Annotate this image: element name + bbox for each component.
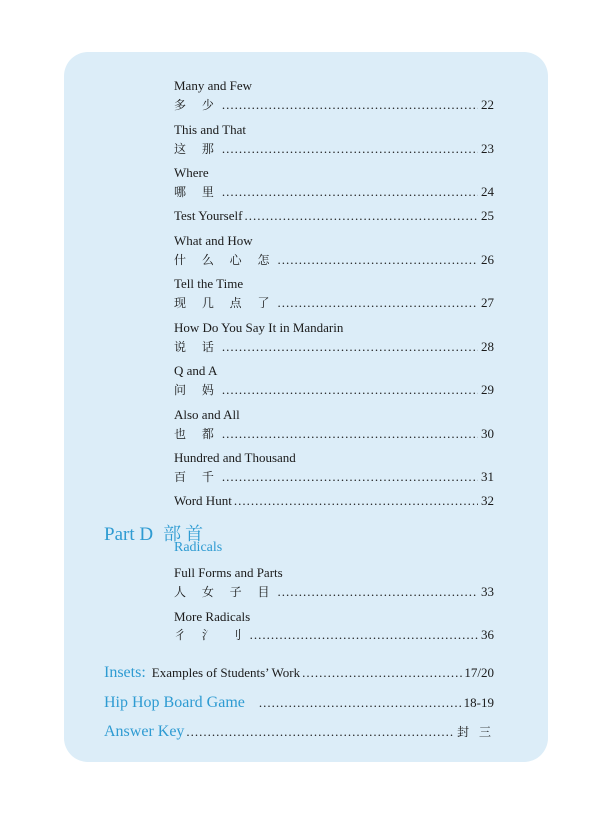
- part-chinese-title: 部首: [163, 524, 208, 545]
- leader-dots: [222, 382, 478, 398]
- entry-title: Full Forms and Parts: [174, 565, 283, 580]
- entry-title: Tell the Time: [174, 276, 244, 291]
- page-number: 36: [481, 627, 494, 642]
- entry-title: Q and A: [174, 363, 218, 378]
- entry-chinese: 彳 氵 刂: [174, 628, 248, 642]
- page-number: 24: [481, 184, 494, 199]
- leader-dots: [250, 627, 478, 643]
- toc-entry-insets[interactable]: [104, 664, 494, 682]
- part-subtitle: Radicals: [174, 540, 223, 555]
- page-number: 封 三: [457, 725, 494, 739]
- section-label: Answer Key: [104, 723, 185, 740]
- toc-entry[interactable]: [174, 208, 494, 224]
- leader-dots: [222, 97, 478, 113]
- entry-chinese: 哪 里: [174, 185, 220, 199]
- entry-chinese: 也 都: [174, 427, 220, 441]
- page-number: 22: [481, 97, 494, 112]
- entry-chinese: 说 话: [174, 340, 220, 354]
- page-number: 30: [481, 426, 494, 441]
- page-number: 17/20: [464, 665, 494, 680]
- page-number: 33: [481, 584, 494, 599]
- entry-title: Word Hunt: [174, 493, 232, 508]
- toc-entry[interactable]: [174, 627, 494, 643]
- toc-entry-answer-key[interactable]: [104, 723, 494, 741]
- entry-chinese: 这 那: [174, 142, 220, 156]
- toc-entry[interactable]: [174, 252, 494, 268]
- page-number: 26: [481, 252, 494, 267]
- toc-entry[interactable]: [174, 426, 494, 442]
- leader-dots: [222, 426, 478, 442]
- entry-chinese: 人 女 子 目: [174, 585, 276, 599]
- toc-entry[interactable]: [174, 295, 494, 311]
- leader-dots: [302, 665, 462, 681]
- page-number: 32: [481, 493, 494, 508]
- toc-entry[interactable]: [174, 493, 494, 509]
- toc-entry[interactable]: [174, 382, 494, 398]
- section-label: Insets:: [104, 664, 146, 681]
- section-label: Hip Hop Board Game: [104, 694, 245, 711]
- page-number: 27: [481, 295, 494, 310]
- toc-entry-board-game[interactable]: [104, 694, 494, 712]
- entry-title: Hundred and Thousand: [174, 450, 296, 465]
- leader-dots: [277, 295, 478, 311]
- leader-dots: [234, 493, 478, 509]
- leader-dots: [259, 695, 462, 711]
- page-number: 28: [481, 339, 494, 354]
- toc-entry[interactable]: [174, 97, 494, 113]
- entry-title: How Do You Say It in Mandarin: [174, 320, 344, 335]
- entry-title: More Radicals: [174, 609, 251, 624]
- entry-title: Examples of Students’ Work: [151, 665, 301, 680]
- entry-chinese: 什 么 心 怎: [174, 253, 276, 267]
- page-number: 25: [481, 208, 494, 223]
- leader-dots: [222, 184, 478, 200]
- toc-entry[interactable]: [174, 584, 494, 600]
- entry-title: Test Yourself: [174, 208, 243, 223]
- entry-chinese: 百 千: [174, 470, 220, 484]
- leader-dots: [222, 339, 478, 355]
- entry-title: What and How: [174, 233, 253, 248]
- entry-chinese: 多 少: [174, 98, 220, 112]
- entry-chinese: 问 妈: [174, 383, 220, 397]
- entry-title: Also and All: [174, 407, 240, 422]
- part-label: Part D: [104, 524, 154, 545]
- page-number: 23: [481, 141, 494, 156]
- entry-title: Many and Few: [174, 78, 252, 93]
- toc-entry[interactable]: [174, 469, 494, 485]
- toc-entry[interactable]: [174, 184, 494, 200]
- leader-dots: [186, 724, 455, 740]
- leader-dots: [277, 252, 478, 268]
- leader-dots: [222, 141, 478, 157]
- leader-dots: [277, 584, 478, 600]
- leader-dots: [222, 469, 478, 485]
- page-number: 29: [481, 382, 494, 397]
- entry-title: This and That: [174, 122, 246, 137]
- page-number: 31: [481, 469, 494, 484]
- contents-panel: [64, 52, 548, 762]
- leader-dots: [244, 208, 478, 224]
- entry-chinese: 现 几 点 了: [174, 296, 276, 310]
- page-number: 18-19: [463, 695, 494, 710]
- toc-entry[interactable]: [174, 141, 494, 157]
- toc-entry[interactable]: [174, 339, 494, 355]
- entry-title: Where: [174, 165, 209, 180]
